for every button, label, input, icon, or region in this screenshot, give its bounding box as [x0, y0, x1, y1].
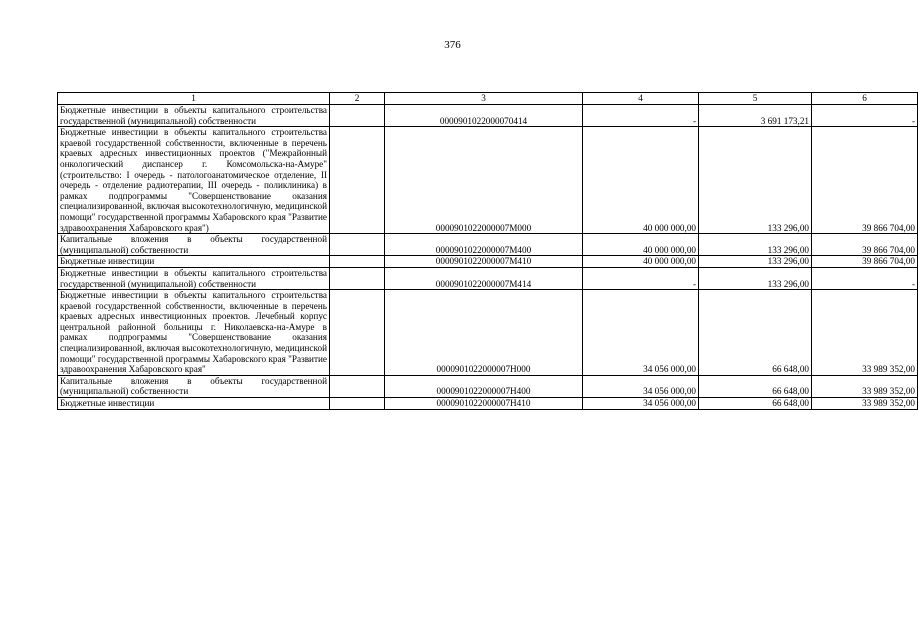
row-code: 0000901022000007Н410: [385, 398, 583, 410]
row-col5: 133 296,00: [699, 234, 812, 256]
table-row: [58, 290, 918, 376]
row-col4: -: [583, 267, 699, 289]
table-row: [58, 398, 918, 410]
row-col6: 39 866 704,00: [812, 234, 918, 256]
row-col5: 66 648,00: [699, 290, 812, 376]
budget-table: [57, 92, 918, 410]
row-col2: [330, 267, 385, 289]
row-col6: 33 989 352,00: [812, 398, 918, 410]
row-col6: 33 989 352,00: [812, 375, 918, 397]
column-header: 5: [699, 93, 812, 105]
row-col6: -: [812, 267, 918, 289]
row-code: 0000901022000007М410: [385, 256, 583, 268]
row-description: Капитальные вложения в объекты государственной (муниципальной) собственности: [58, 234, 330, 256]
row-description: Бюджетные инвестиции в объекты капитального строительства государственной (муниципальной) собственности: [58, 267, 330, 289]
table-row: [58, 267, 918, 289]
row-col2: [330, 375, 385, 397]
column-header: 6: [812, 93, 918, 105]
row-col2: [330, 127, 385, 234]
row-code: 0000901022000007М000: [385, 127, 583, 234]
row-description: Бюджетные инвестиции: [58, 256, 330, 268]
row-description: Бюджетные инвестиции в объекты капитального строительства краевой государственной собственности, включенные в перечень краевых адресных инвестиционных проектов ("Межрайонный онкологический диспансер г. Комсомольска-на-Амуре" (строительство: I очередь - патологоанатомическое отделение, II очередь - отделение радиотерапии, III очередь - поликлиника) в рамках подпрограммы "Совершенствование оказания специализированной, включая высокотехнологичную, медицинской помощи" государственной программы Хабаровского края "Развитие здравоохранения Хабаровского края"): [58, 127, 330, 234]
row-col2: [330, 256, 385, 268]
page-number: 376: [444, 39, 461, 51]
row-col4: 34 056 000,00: [583, 375, 699, 397]
row-code: 0000901022000007Н000: [385, 290, 583, 376]
row-col5: 66 648,00: [699, 375, 812, 397]
table-row: [58, 105, 918, 127]
row-col6: -: [812, 105, 918, 127]
row-col6: 39 866 704,00: [812, 127, 918, 234]
row-col4: 34 056 000,00: [583, 398, 699, 410]
row-col5: 3 691 173,21: [699, 105, 812, 127]
table-row: [58, 375, 918, 397]
table-header-row: [58, 93, 918, 105]
column-header: 1: [58, 93, 330, 105]
row-col5: 133 296,00: [699, 267, 812, 289]
row-description: Бюджетные инвестиции в объекты капитального строительства государственной (муниципальной) собственности: [58, 105, 330, 127]
column-header: 4: [583, 93, 699, 105]
row-col5: 133 296,00: [699, 127, 812, 234]
row-col2: [330, 234, 385, 256]
row-col4: 40 000 000,00: [583, 234, 699, 256]
column-header: 3: [385, 93, 583, 105]
row-col2: [330, 290, 385, 376]
row-col5: 133 296,00: [699, 256, 812, 268]
row-col4: 34 056 000,00: [583, 290, 699, 376]
table-row: [58, 234, 918, 256]
row-col4: 40 000 000,00: [583, 256, 699, 268]
column-header: 2: [330, 93, 385, 105]
table-row: [58, 256, 918, 268]
row-col6: 39 866 704,00: [812, 256, 918, 268]
row-code: 0000901022000007Н400: [385, 375, 583, 397]
table-row: [58, 127, 918, 234]
row-code: 0000901022000007М414: [385, 267, 583, 289]
row-description: Бюджетные инвестиции в объекты капитального строительства краевой государственной собственности, включенные в перечень краевых адресных инвестиционных проектов. Лечебный корпус центральной районной больницы г. Николаевска-на-Амуре в рамках подпрограммы "Совершенствование оказания специализированной, включая высокотехнологичную, медицинской помощи" государственной программы Хабаровского края "Развитие здравоохранения Хабаровского края": [58, 290, 330, 376]
row-col4: 40 000 000,00: [583, 127, 699, 234]
row-description: Капитальные вложения в объекты государственной (муниципальной) собственности: [58, 375, 330, 397]
row-description: Бюджетные инвестиции: [58, 398, 330, 410]
row-code: 0000901022000070414: [385, 105, 583, 127]
row-col2: [330, 105, 385, 127]
row-col4: -: [583, 105, 699, 127]
row-code: 0000901022000007М400: [385, 234, 583, 256]
row-col2: [330, 398, 385, 410]
row-col6: 33 989 352,00: [812, 290, 918, 376]
row-col5: 66 648,00: [699, 398, 812, 410]
